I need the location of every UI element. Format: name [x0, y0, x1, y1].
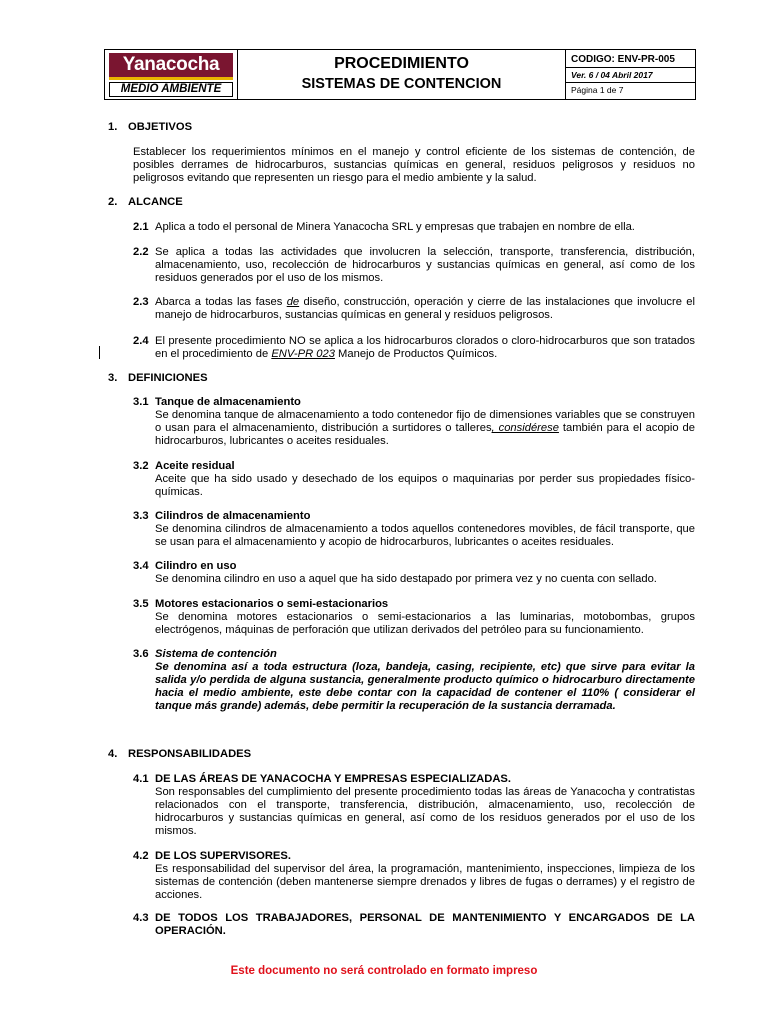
section-title-objetivos: OBJETIVOS [128, 121, 193, 133]
item-number: 2.2 [133, 246, 149, 258]
yanacocha-logo: Yanacocha [109, 53, 233, 77]
document-header [104, 49, 696, 100]
item-number: 4.1 [133, 773, 149, 785]
underlined-text: de [286, 296, 300, 308]
section-number: 2. [108, 196, 118, 208]
alcance-2-4-text [155, 335, 695, 361]
item-number: 3.1 [133, 396, 149, 408]
definition-title: Aceite residual [155, 460, 235, 472]
item-number: 3.6 [133, 648, 149, 660]
definition-title: Cilindros de almacenamiento [155, 510, 311, 522]
alcance-2-2-text: Se aplica a todas las actividades que involucren la selección, transporte, transferencia, distribución, almacenamiento, uso, recolección de hidrocarburos y sustancias químicas en general, así como de los residuos generados por el uso de los mismos. [155, 246, 695, 284]
underlined-text: , considérese [491, 422, 559, 434]
definition-text: Se denomina motores estacionarios o semi-estacionarios a las luminarias, motobombas, grupos electrógenos, máquinas de perforación que utilizan derivados del petróleo para su funcionamiento. [155, 611, 695, 636]
text-run: también para el acopio de hidrocarburos, lubricantes o aceites residuales. [155, 422, 695, 447]
text-run: Abarca a todas las fases [155, 296, 287, 308]
document-title: PROCEDIMIENTO [334, 55, 469, 72]
item-number: 2.4 [133, 335, 149, 347]
alcance-2-3-text [155, 296, 695, 322]
item-number: 3.5 [133, 598, 149, 610]
text-run: Se denomina tanque de almacenamiento a todo contenedor fijo de dimensiones variables que se construyen o usan para el almacenamiento, distribución a surtidores o talleres [155, 409, 695, 434]
responsibility-title: DE LOS SUPERVISORES. [155, 850, 291, 862]
item-number: 4.2 [133, 850, 149, 862]
text-run: diseño, construcción, operación y cierre de las instalaciones que involucre el manejo de hidrocarburos, sustancias químicas en general y residuos peligrosos. [155, 296, 695, 321]
item-number: 2.1 [133, 221, 149, 233]
document-code: CODIGO: ENV-PR-005 [571, 54, 675, 65]
alcance-2-1-text: Aplica a todo el personal de Minera Yanacocha SRL y empresas que trabajen en nombre de ella. [155, 221, 635, 233]
definition-text: Se denomina cilindros de almacenamiento a todos aquellos contenedores movibles, de fácil transporte, que se usan para el almacenamiento y acopio de hidrocarburos, lubricantes o aceites residuales. [155, 523, 695, 548]
objetivos-text: Establecer los requerimientos mínimos en el manejo y control eficiente de los sistemas de contención, de posibles derrames de hidrocarburos, sustancias químicas en general, residuos peligrosos y residuos no peligrosos evitando que representen un riesgo para el medio ambiente y la salud. [133, 146, 695, 184]
divider [566, 67, 695, 68]
item-number: 3.2 [133, 460, 149, 472]
definition-text: Aceite que ha sido usado y desechado de los equipos o maquinarias por perder sus propiedades físico-químicas. [155, 473, 695, 498]
item-number: 4.3 [133, 912, 149, 924]
section-number: 4. [108, 748, 118, 760]
item-number: 3.3 [133, 510, 149, 522]
text-run: Manejo de Productos Químicos. [334, 348, 498, 360]
section-number: 1. [108, 121, 118, 133]
footer-notice: Este documento no será controlado en formato impreso [230, 965, 538, 977]
responsibility-text: Son responsables del cumplimiento del presente procedimiento todas las áreas de Yanacocha y contratistas relacionados con el transporte, transferencia, distribución, almacenamiento, uso, recolección de hidrocarburos y sustancias químicas en general, así como de los residuos generados por el uso de los mismos. [155, 786, 695, 837]
logo-cell [105, 50, 238, 99]
procedure-reference-link[interactable]: ENV-PR 023 [271, 348, 335, 360]
logo-accent-line [109, 77, 233, 80]
document-subtitle: SISTEMAS DE CONTENCION [301, 76, 502, 92]
divider [566, 82, 695, 83]
definition-title: Motores estacionarios o semi-estacionarios [155, 598, 389, 610]
responsibility-title: DE LAS ÁREAS DE YANACOCHA Y EMPRESAS ESPECIALIZADAS. [155, 773, 511, 785]
code-cell [565, 50, 695, 99]
responsibility-text: Es responsabilidad del supervisor del área, la programación, mantenimiento, inspecciones, limpieza de los sistemas de contención (deben mantenerse siempre drenados y libres de fugas o derrames) y el registro de acciones. [155, 863, 695, 901]
definition-text: Se denomina así a toda estructura (loza, bandeja, casing, recipiente, etc) que sirve para evitar la salida y/o perdida de alguna sustancia, generalmente producto químico o hidrocarburo directamente hacia el medio ambiente, este debe contar con la capacidad de contener el 110% ( considerar el tanque más grande) además, debe permitir la recuperación de la sustancia derramada. [155, 661, 695, 712]
definition-text: Se denomina cilindro en uso a aquel que ha sido destapado por primera vez y no cuenta con sellado. [155, 573, 657, 585]
text-cursor [99, 346, 100, 359]
department-label: MEDIO AMBIENTE [109, 82, 233, 97]
document-version: Ver. 6 / 04 Abril 2017 [571, 70, 653, 80]
section-title-definiciones: DEFINICIONES [128, 372, 208, 384]
definition-text [155, 409, 695, 448]
item-number: 2.3 [133, 296, 149, 308]
page-number: Página 1 de 7 [571, 85, 624, 95]
definition-title: Tanque de almacenamiento [155, 396, 301, 408]
responsibility-title: DE TODOS LOS TRABAJADORES, PERSONAL DE MANTENIMIENTO Y ENCARGADOS DE LA OPERACIÓN. [155, 912, 695, 937]
section-title-alcance: ALCANCE [128, 196, 183, 208]
definition-title: Sistema de contención [155, 648, 277, 660]
section-title-responsabilidades: RESPONSABILIDADES [128, 748, 252, 760]
text-run: El presente procedimiento NO se aplica a los hidrocarburos clorados o cloro-hidrocarburos que son tratados en el procedimiento de [155, 335, 695, 360]
section-number: 3. [108, 372, 118, 384]
item-number: 3.4 [133, 560, 149, 572]
definition-title: Cilindro en uso [155, 560, 237, 572]
